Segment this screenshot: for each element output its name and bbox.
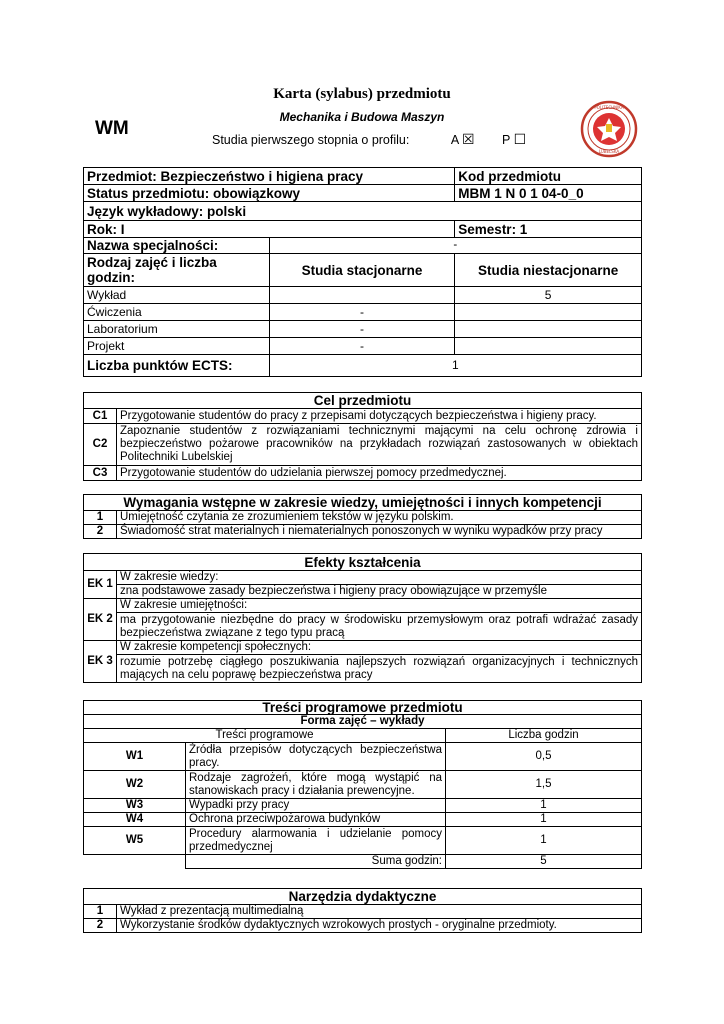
nonstationary-hours (455, 321, 642, 338)
sum-value: 5 (446, 855, 642, 869)
content-hours: 1 (446, 813, 642, 827)
tools-table (83, 888, 642, 933)
requirements-table (83, 494, 642, 539)
tool-text: Wykorzystanie środków dydaktycznych wzrokowych prostych - oryginalne przedmioty. (117, 919, 642, 933)
effects-table (83, 553, 642, 683)
goal-text: Przygotowanie studentów do udzielania pierwszej pomocy przedmedycznej. (117, 466, 642, 481)
profile-p: P (502, 133, 511, 147)
goal-text: Przygotowanie studentów do pracy z przepisami dotyczących bezpieczeństwa i higieny pracy. (117, 409, 642, 424)
study-level: Studia pierwszego stopnia o profilu: (212, 133, 410, 147)
stationary-header: Studia stacjonarne (269, 254, 455, 287)
content-id: W5 (84, 827, 186, 855)
stationary-hours: - (269, 304, 455, 321)
content-id: W4 (84, 813, 186, 827)
ects-value: 1 (269, 355, 641, 377)
content-text: Ochrona przeciwpożarowa budynków (186, 813, 446, 827)
requirement-id: 1 (84, 511, 117, 525)
requirements-title: Wymagania wstępne w zakresie wiedzy, umiejętności i innych kompetencji (84, 495, 642, 511)
class-type: Laboratorium (84, 321, 270, 338)
effects-title: Efekty kształcenia (84, 554, 642, 571)
class-type: Projekt (84, 338, 270, 355)
content-title: Treści programowe przedmiotu (84, 701, 642, 715)
subject-language: Język wykładowy: polski (84, 202, 642, 221)
requirement-text: Umiejętność czytania ze zrozumieniem tekstów w języku polskim. (117, 511, 642, 525)
content-column-header: Treści programowe (84, 729, 446, 743)
content-hours: 1,5 (446, 771, 642, 799)
hours-column-header: Liczba godzin (446, 729, 642, 743)
svg-text:LUBELSKA: LUBELSKA (598, 149, 620, 154)
class-type: Ćwiczenia (84, 304, 270, 321)
requirement-id: 2 (84, 525, 117, 539)
subject-code: MBM 1 N 0 1 04-0_0 (455, 185, 642, 202)
content-hours: 0,5 (446, 743, 642, 771)
effect-id: EK 3 (84, 641, 117, 683)
profile-a: A (450, 133, 459, 147)
university-emblem-icon (580, 100, 638, 158)
page-title: Karta (sylabus) przedmiotu (273, 86, 451, 102)
subject-year: Rok: I (84, 221, 455, 238)
sum-label: Suma godzin: (186, 855, 446, 869)
goal-id: C3 (84, 466, 117, 481)
effect-category: W zakresie wiedzy: (117, 571, 642, 585)
svg-text:POLITECHNIKA: POLITECHNIKA (594, 105, 624, 110)
content-hours: 1 (446, 827, 642, 855)
goal-text: Zapoznanie studentów z rozwiązaniami technicznymi mającymi na celu ochronę zdrowia i bezpieczeństwo pożarowe pracowników na przykładach rozwiązań zastosowanych w obiektach Politechniki Lubelskiej (117, 424, 642, 466)
tool-id: 2 (84, 919, 117, 933)
subject-semester: Semestr: 1 (455, 221, 642, 238)
content-form: Forma zajęć – wykłady (84, 715, 642, 729)
classes-label: Rodzaj zajęć i liczba godzin: (84, 254, 270, 287)
goals-title: Cel przedmiotu (84, 393, 642, 409)
effect-id: EK 2 (84, 599, 117, 641)
nonstationary-header: Studia niestacjonarne (455, 254, 642, 287)
tool-id: 1 (84, 905, 117, 919)
tools-title: Narzędzia dydaktyczne (84, 889, 642, 905)
study-level-line (212, 131, 526, 148)
subject-name: Przedmiot: Bezpieczeństwo i higiena pracy (84, 168, 455, 185)
requirement-text: Świadomość strat materialnych i niematerialnych ponoszonych w wyniku wypadków przy pracy (117, 525, 642, 539)
specialization-label: Nazwa specjalności: (84, 238, 270, 254)
profile-a-checkbox[interactable]: ☒ (461, 131, 475, 147)
effect-text: rozumie potrzebę ciągłego poszukiwania najlepszych rozwiązań organizacyjnych i technicznych mających na celu poprawę bezpieczeństwa pracy (117, 655, 642, 683)
goals-table (83, 392, 642, 481)
faculty-abbreviation: WM (95, 118, 129, 139)
content-id: W1 (84, 743, 186, 771)
goal-id: C1 (84, 409, 117, 424)
specialization-value: - (269, 238, 641, 254)
goal-id: C2 (84, 424, 117, 466)
content-id: W3 (84, 799, 186, 813)
content-text: Źródła przepisów dotyczących bezpieczeństwa pracy. (186, 743, 446, 771)
effect-text: ma przygotowanie niezbędne do pracy w środowisku przemysłowym oraz potrafi wdrażać zasady bezpieczeństwa związane z tego typu pracą (117, 613, 642, 641)
content-id: W2 (84, 771, 186, 799)
subject-table (83, 167, 642, 377)
subject-status: Status przedmiotu: obowiązkowy (84, 185, 455, 202)
effect-category: W zakresie kompetencji społecznych: (117, 641, 642, 655)
profile-p-checkbox[interactable]: ☐ (513, 131, 527, 147)
stationary-hours: - (269, 321, 455, 338)
content-hours: 1 (446, 799, 642, 813)
effect-id: EK 1 (84, 571, 117, 599)
content-text: Rodzaje zagrożeń, które mogą wystąpić na stanowiskach pracy i działania prewencyjne. (186, 771, 446, 799)
tool-text: Wykład z prezentacją multimedialną (117, 905, 642, 919)
stationary-hours (269, 287, 455, 304)
effect-text: zna podstawowe zasady bezpieczeństwa i higieny pracy obowiązujące w przemyśle (117, 585, 642, 599)
effect-category: W zakresie umiejętności: (117, 599, 642, 613)
content-text: Wypadki przy pracy (186, 799, 446, 813)
nonstationary-hours (455, 304, 642, 321)
subject-code-label: Kod przedmiotu (455, 168, 642, 185)
ects-label: Liczba punktów ECTS: (84, 355, 270, 377)
nonstationary-hours: 5 (455, 287, 642, 304)
field-of-study: Mechanika i Budowa Maszyn (279, 110, 445, 124)
stationary-hours: - (269, 338, 455, 355)
class-type: Wykład (84, 287, 270, 304)
content-text: Procedury alarmowania i udzielanie pomocy przedmedycznej (186, 827, 446, 855)
content-table (83, 700, 642, 869)
nonstationary-hours (455, 338, 642, 355)
